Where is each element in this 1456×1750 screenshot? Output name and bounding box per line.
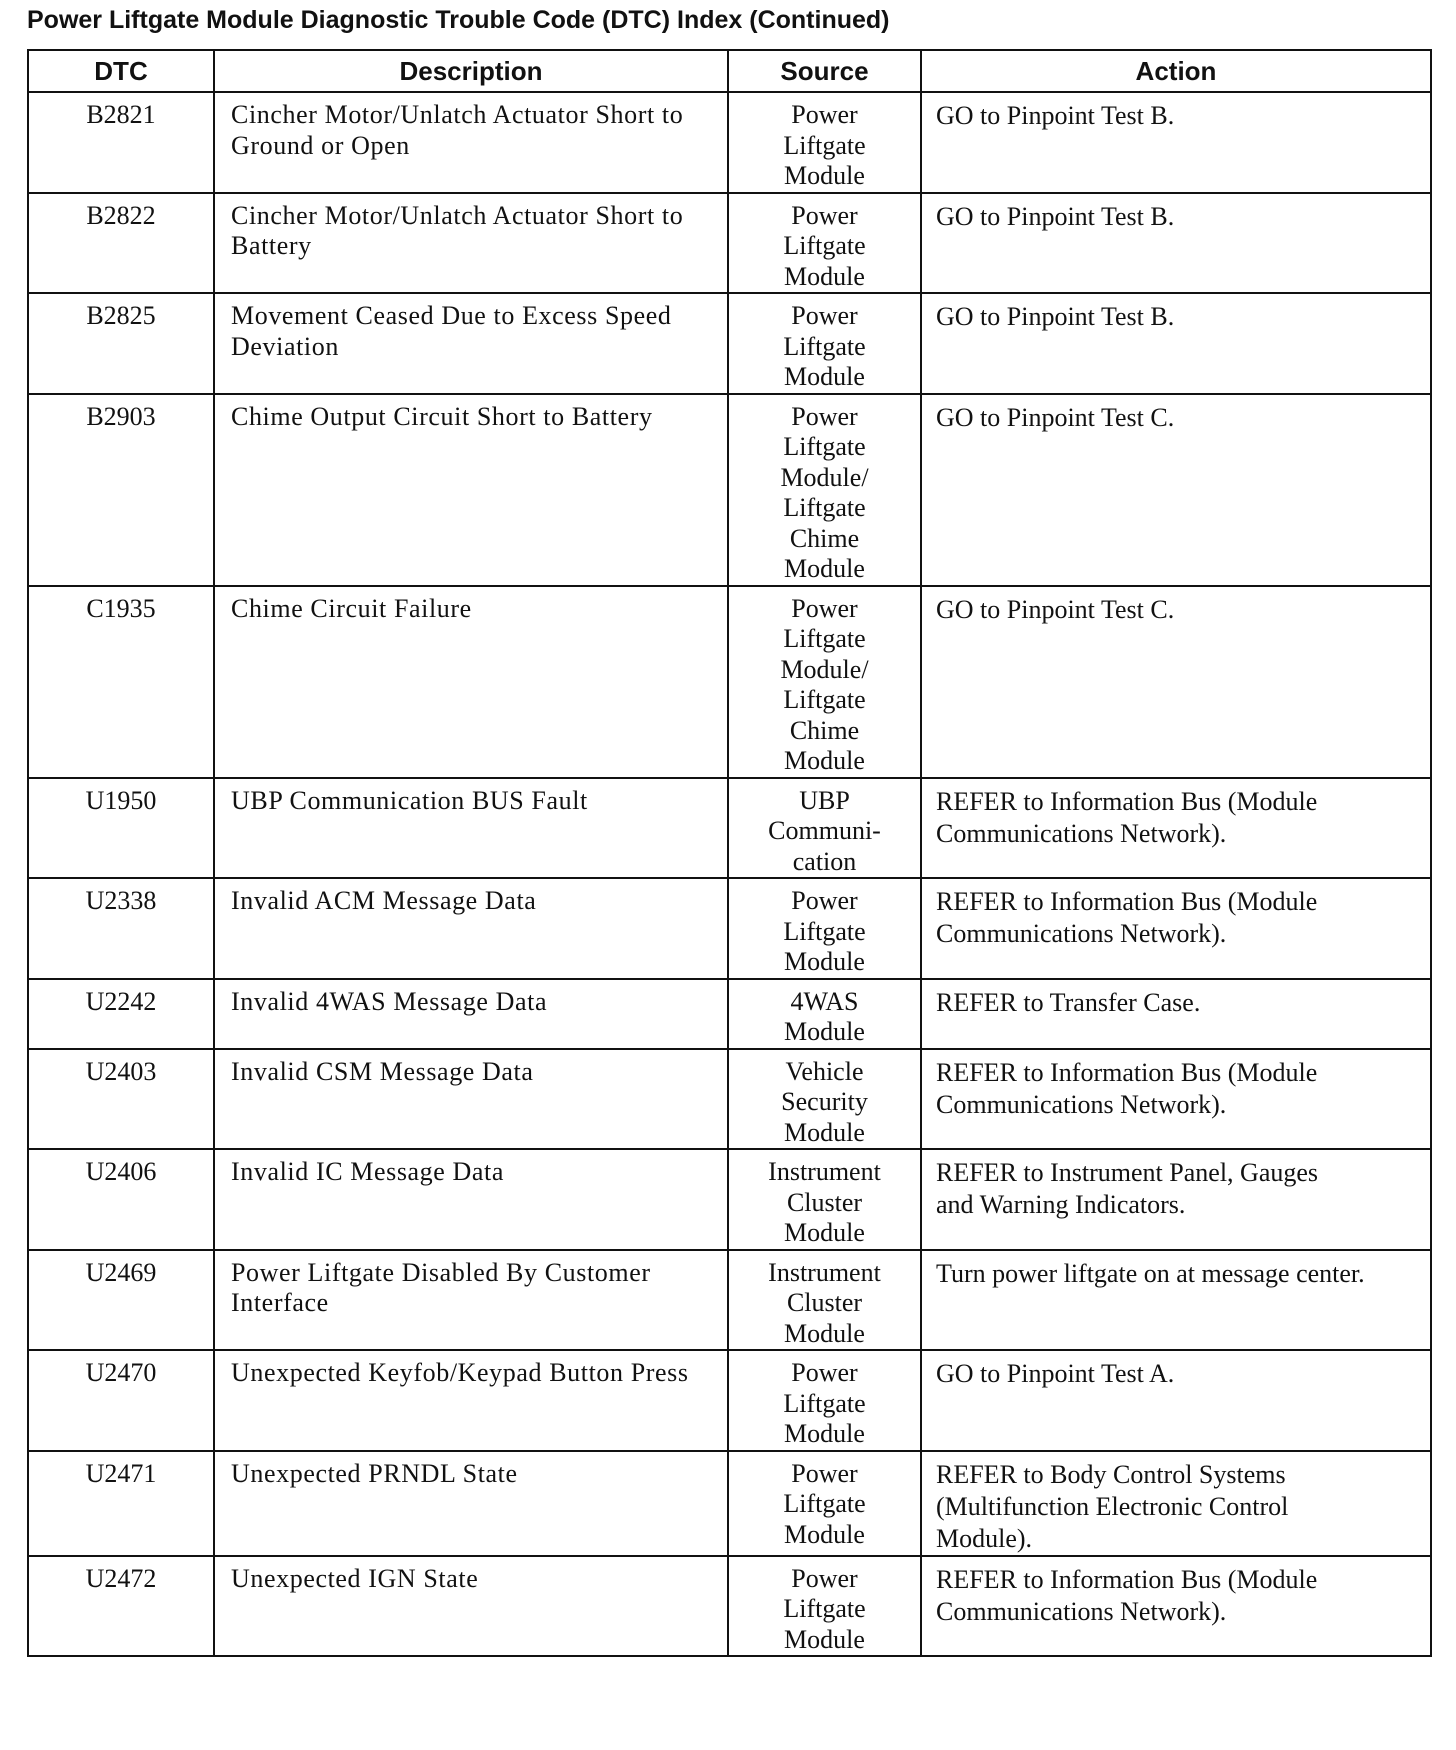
source-line: 4WAS [790, 986, 859, 1016]
table-row [28, 1049, 1431, 1150]
source-line: Liftgate [783, 1594, 866, 1623]
description-cell: Movement Ceased Due to Excess Speed Deviation [214, 293, 728, 394]
table-row [28, 778, 1431, 879]
dtc-code-cell: U2470 [28, 1350, 214, 1451]
action-cell [921, 193, 1431, 294]
table-row [28, 1556, 1431, 1657]
action-line: REFER to Instrument Panel, Gauges [936, 1158, 1319, 1187]
action-line: GO to Pinpoint Test A. [936, 1359, 1175, 1388]
description-cell: Power Liftgate Disabled By Customer Interface [214, 1250, 728, 1351]
table-row [28, 193, 1431, 294]
source-line: Power [791, 301, 858, 330]
table-row [28, 1149, 1431, 1250]
source-cell [728, 193, 921, 294]
description-cell: Invalid ACM Message Data [214, 878, 728, 979]
action-line: GO to Pinpoint Test B. [936, 302, 1175, 331]
action-line: Communications Network). [936, 818, 1227, 848]
column-header-dtc: DTC [28, 50, 214, 92]
source-line: Module [784, 554, 865, 583]
table-row [28, 1350, 1431, 1451]
column-header-description: Description [214, 50, 728, 92]
description-cell: Unexpected PRNDL State [214, 1451, 728, 1556]
action-cell [921, 778, 1431, 879]
dtc-code-cell: B2821 [28, 92, 214, 193]
source-line: Module [784, 1318, 865, 1348]
action-line: Module). [936, 1523, 1033, 1553]
source-line: Power [791, 1458, 858, 1488]
dtc-code-cell: B2903 [28, 394, 214, 586]
action-cell [921, 394, 1431, 586]
source-cell [728, 979, 921, 1049]
description-cell: Cincher Motor/Unlatch Actuator Short to Battery [214, 193, 728, 294]
source-line: Communi- [768, 816, 881, 845]
source-line: Liftgate [783, 624, 866, 653]
source-line: Cluster [786, 1288, 863, 1317]
source-line: Module [784, 1519, 865, 1549]
source-cell [728, 778, 921, 879]
dtc-code-cell: U2403 [28, 1049, 214, 1150]
action-line: REFER to Information Bus (Module [936, 887, 1318, 916]
page-title: Power Liftgate Module Diagnostic Trouble Code (DTC) Index (Continued) [27, 6, 890, 34]
action-line: Communications Network). [936, 919, 1227, 948]
action-cell [921, 586, 1431, 778]
column-header-source: Source [728, 50, 921, 92]
source-line: Power [791, 401, 858, 431]
source-line: Module [784, 1419, 865, 1448]
dtc-index-table [27, 49, 1432, 1657]
source-line: Liftgate [783, 493, 866, 522]
table-row [28, 979, 1431, 1049]
action-line: and Warning Indicators. [936, 1190, 1186, 1219]
description-cell: Cincher Motor/Unlatch Actuator Short to Ground or Open [214, 92, 728, 193]
action-line: REFER to Information Bus (Module [936, 1564, 1318, 1594]
table-row [28, 293, 1431, 394]
description-cell: Unexpected IGN State [214, 1556, 728, 1657]
source-line: Module [784, 161, 865, 190]
source-line: Power [791, 593, 858, 623]
action-cell [921, 1250, 1431, 1351]
dtc-code-cell: U2406 [28, 1149, 214, 1250]
source-line: Chime [789, 523, 860, 553]
description-cell: Invalid CSM Message Data [214, 1049, 728, 1150]
source-line: Module [784, 1017, 865, 1046]
source-line: Module [784, 1624, 865, 1654]
dtc-code-cell: C1935 [28, 586, 214, 778]
source-cell [728, 1250, 921, 1351]
source-line: Module/ [780, 462, 869, 492]
source-line: Module [784, 746, 865, 775]
source-line: Module [784, 1218, 865, 1247]
table-row [28, 92, 1431, 193]
column-header-action: Action [921, 50, 1431, 92]
action-line: Communications Network). [936, 1596, 1227, 1626]
source-line: Liftgate [783, 231, 866, 260]
action-cell [921, 1451, 1431, 1556]
table-row [28, 878, 1431, 979]
source-line: Instrument [768, 1157, 881, 1186]
source-line: Module [784, 362, 865, 391]
source-line: Liftgate [783, 1489, 866, 1518]
source-line: cation [792, 846, 857, 876]
dtc-code-cell: U2242 [28, 979, 214, 1049]
action-line: GO to Pinpoint Test C. [936, 402, 1175, 432]
action-line: REFER to Transfer Case. [936, 987, 1201, 1017]
description-cell: UBP Communication BUS Fault [214, 778, 728, 879]
dtc-code-cell: U1950 [28, 778, 214, 879]
source-line: Module/ [780, 654, 869, 684]
source-line: Cluster [786, 1187, 863, 1217]
description-cell: Chime Circuit Failure [214, 586, 728, 778]
source-line: Liftgate [783, 331, 866, 361]
dtc-code-cell: U2338 [28, 878, 214, 979]
source-cell [728, 878, 921, 979]
dtc-code-cell: U2472 [28, 1556, 214, 1657]
action-line: REFER to Body Control Systems [936, 1459, 1286, 1489]
action-cell [921, 92, 1431, 193]
source-cell [728, 1149, 921, 1250]
source-cell [728, 1049, 921, 1150]
source-cell [728, 1350, 921, 1451]
dtc-code-cell: U2471 [28, 1451, 214, 1556]
source-line: Chime [789, 715, 860, 745]
table-body [28, 92, 1431, 1656]
table-row [28, 394, 1431, 586]
source-line: Power [791, 200, 858, 230]
action-cell [921, 979, 1431, 1049]
source-line: Liftgate [783, 916, 866, 946]
source-line: Power [791, 886, 858, 915]
source-line: Module [784, 1117, 865, 1147]
dtc-code-cell: B2822 [28, 193, 214, 294]
action-cell [921, 878, 1431, 979]
table-row [28, 1451, 1431, 1556]
source-line: UBP [799, 785, 850, 815]
description-cell: Invalid IC Message Data [214, 1149, 728, 1250]
source-line: Security [781, 1087, 868, 1116]
description-cell: Chime Output Circuit Short to Battery [214, 394, 728, 586]
table-header-row [28, 50, 1431, 92]
source-line: Power [791, 100, 858, 129]
source-line: Liftgate [783, 130, 866, 160]
dtc-code-cell: U2469 [28, 1250, 214, 1351]
table-row [28, 586, 1431, 778]
action-line: GO to Pinpoint Test B. [936, 201, 1175, 231]
source-line: Power [791, 1358, 858, 1387]
action-line: Turn power liftgate on at message center. [936, 1258, 1365, 1288]
action-line: GO to Pinpoint Test B. [936, 101, 1175, 130]
action-line: GO to Pinpoint Test C. [936, 594, 1175, 624]
action-cell [921, 1149, 1431, 1250]
source-line: Module [784, 261, 865, 291]
action-line: REFER to Information Bus (Module [936, 1057, 1318, 1087]
source-line: Vehicle [785, 1056, 864, 1086]
action-cell [921, 1556, 1431, 1657]
source-line: Module [784, 947, 865, 976]
source-cell [728, 1451, 921, 1556]
source-cell [728, 92, 921, 193]
source-cell [728, 394, 921, 586]
source-cell [728, 293, 921, 394]
action-line: REFER to Information Bus (Module [936, 786, 1318, 816]
action-cell [921, 293, 1431, 394]
description-cell: Unexpected Keyfob/Keypad Button Press [214, 1350, 728, 1451]
source-line: Instrument [768, 1257, 881, 1287]
action-cell [921, 1350, 1431, 1451]
source-cell [728, 586, 921, 778]
source-line: Liftgate [783, 685, 866, 714]
source-line: Liftgate [783, 432, 866, 461]
table-row [28, 1250, 1431, 1351]
description-cell: Invalid 4WAS Message Data [214, 979, 728, 1049]
action-line: (Multifunction Electronic Control [936, 1491, 1289, 1521]
source-line: Liftgate [783, 1388, 866, 1418]
source-line: Power [791, 1563, 858, 1593]
action-cell [921, 1049, 1431, 1150]
dtc-code-cell: B2825 [28, 293, 214, 394]
action-line: Communications Network). [936, 1089, 1227, 1119]
source-cell [728, 1556, 921, 1657]
